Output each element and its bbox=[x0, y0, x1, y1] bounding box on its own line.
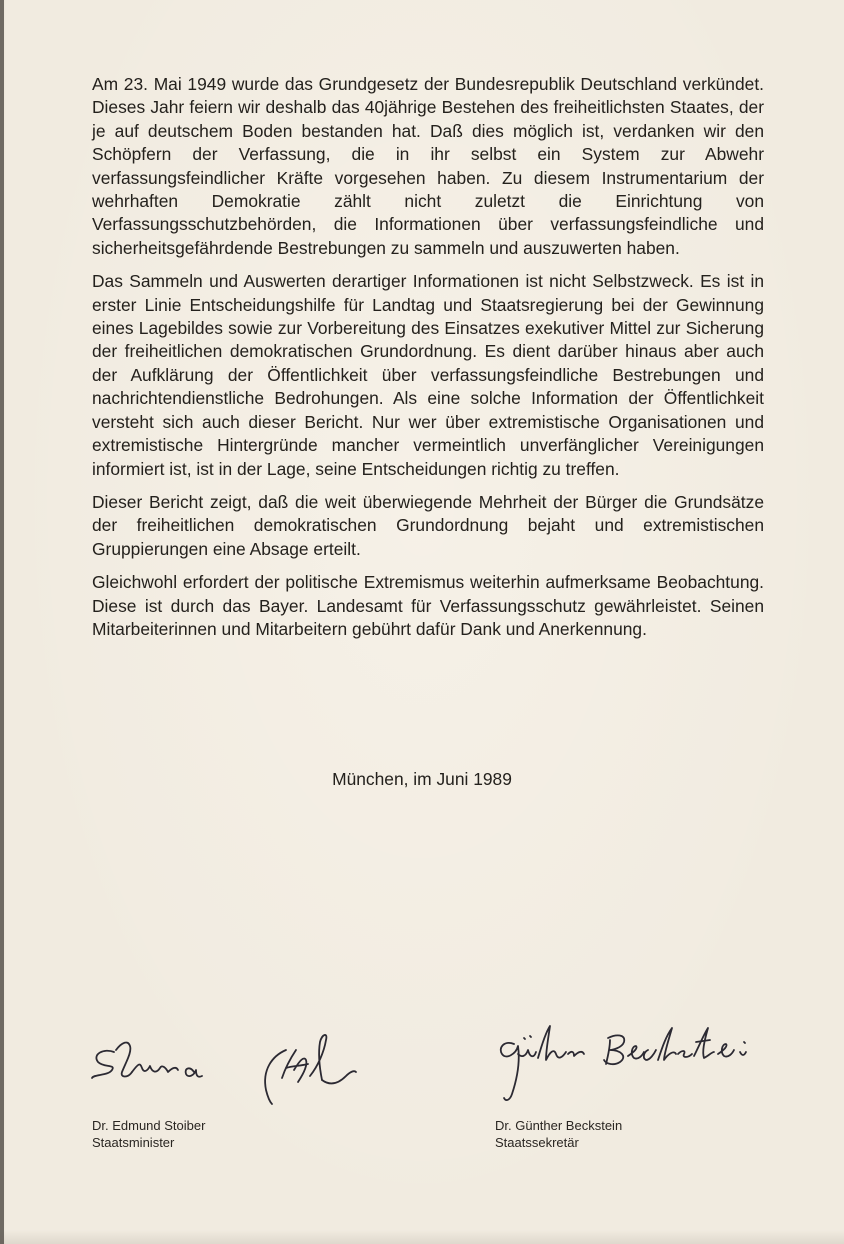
paragraph-4: Gleichwohl erfordert der politische Extremismus weiterhin aufmerksame Beobachtung. Diese ist durch das Bayer. Landesamt für Verfassungsschutz gewährleistet. Seinen Mitarbeiterinnen und Mitarbeitern gebührt dafür Dank und Anerkennung. bbox=[92, 572, 764, 639]
page-left-edge bbox=[0, 0, 4, 1244]
signer-title: Staatsminister bbox=[92, 1135, 175, 1150]
paragraph-2: Das Sammeln und Auswerten derartiger Informationen ist nicht Selbstzweck. Es ist in erster Linie Entscheidungshilfe für Landtag und Staatsregierung bei der Gewinnung eines Lagebildes sowie zur Vorbereitung des Einsatzes exekutiver Mittel zur Sicherung der freiheitlichen demokratischen Grundordnung. Es dient darüber hinaus aber auch der Aufklärung der Öffentlichkeit über verfassungsfeindliche Bestrebungen und nachrichtendienstliche Bedrohungen. Als eine solche Information der Öffentlichkeit versteht sich auch dieser Bericht. Nur wer über extremistische Organisationen und extremistische Hintergründe mancher vermeintlich unverfänglicher Vereinigungen informiert ist, ist in der Lage, seine Entscheidungen richtig zu treffen. bbox=[92, 271, 764, 479]
page-bottom-shadow bbox=[0, 1230, 844, 1244]
place-date: München, im Juni 1989 bbox=[332, 769, 512, 789]
paragraph-1: Am 23. Mai 1949 wurde das Grundgesetz der Bundesrepublik Deutschland verkündet. Dieses Jahr feiern wir deshalb das 40jährige Bestehen des freiheitlichsten Staates, der je auf deutschem Boden bestanden hat. Daß dies möglich ist, verdanken wir den Schöpfern der Verfassung, die in ihr selbst ein System zur Abwehr verfassungsfeindlicher Kräfte vorgesehen haben. Zu diesem Instrumentarium der wehrhaften Demokratie zählt nicht zuletzt die Einrichtung von Verfassungsschutzbehörden, die Informationen über verfassungsfeindliche und sicherheitsgefährdende Bestrebungen zu sammeln und auszuwerten haben. bbox=[92, 74, 764, 258]
signature-stoiber bbox=[86, 1012, 376, 1112]
signer-beckstein bbox=[495, 1117, 622, 1151]
signer-name: Dr. Günther Beckstein bbox=[495, 1118, 623, 1133]
signer-stoiber bbox=[92, 1117, 205, 1151]
signer-name: Dr. Edmund Stoiber bbox=[92, 1118, 206, 1133]
signature-beckstein bbox=[488, 1014, 788, 1106]
paragraph-3: Dieser Bericht zeigt, daß die weit überwiegende Mehrheit der Bürger die Grundsätze der freiheitlichen demokratischen Grundordnung bejaht und extremistischen Gruppierungen eine Absage erteilt. bbox=[92, 491, 764, 559]
foreword-text bbox=[92, 73, 764, 651]
signer-title: Staatssekretär bbox=[495, 1135, 579, 1150]
